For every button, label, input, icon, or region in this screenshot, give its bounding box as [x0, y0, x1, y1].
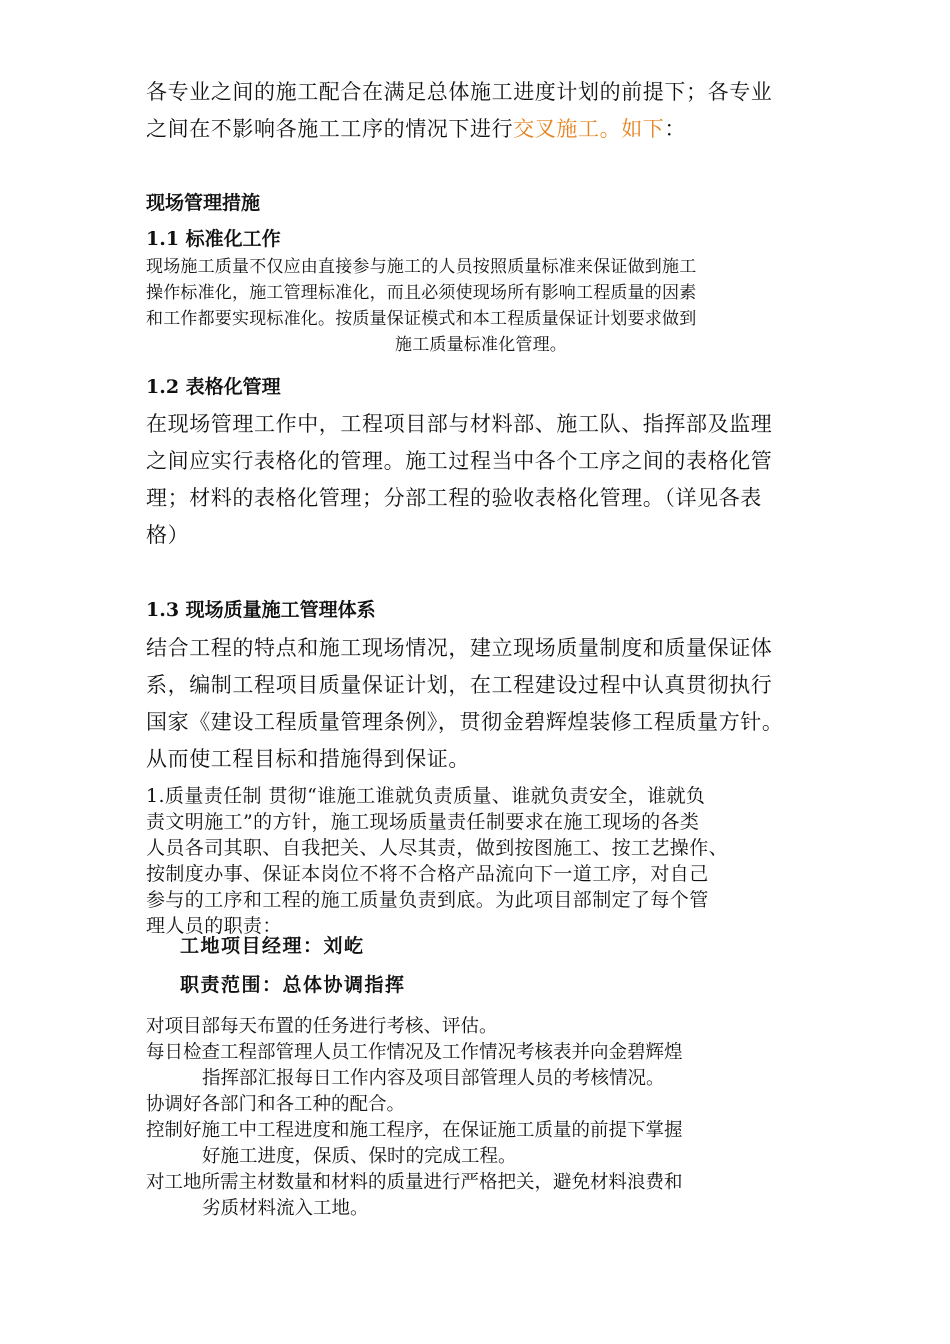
paragraph-line: 操作标准化，施工管理标准化，而且必须使现场所有影响工程质量的因素: [146, 283, 697, 303]
paragraph-line: 施工质量标准化管理。: [395, 335, 567, 355]
quality-responsibility-paragraph: [146, 783, 816, 939]
list-item: 每日检查工程部管理人员工作情况及工作情况考核表并向金碧辉煌: [146, 1042, 683, 1063]
intro-line-2: [146, 111, 816, 148]
heading-1-2: 1.2 表格化管理: [146, 376, 281, 398]
paragraph-line: 系，编制工程项目质量保证计划，在工程建设过程中认真贯彻执行: [146, 673, 773, 697]
responsibility-scope: 职责范围：总体协调指挥: [180, 974, 406, 996]
paragraph-line: 之间应实行表格化的管理。施工过程当中各个工序之间的表格化管: [146, 449, 773, 473]
cross-construction-link[interactable]: 交叉施工。如下: [513, 117, 665, 141]
paragraph-line: 从而使工程目标和措施得到保证。: [146, 747, 470, 771]
paragraph-line: 在现场管理工作中，工程项目部与材料部、施工队、指挥部及监理: [146, 412, 773, 436]
duties-list: [146, 1014, 816, 1222]
list-item-continuation: 劣质材料流入工地。: [202, 1198, 369, 1219]
paragraph-line: 参与的工序和工程的施工质量负责到底。为此项目部制定了每个管: [146, 889, 709, 911]
paragraph-line: 理人员的职责：: [146, 915, 282, 937]
paragraph-line: 国家《建设工程质量管理条例》，贯彻金碧辉煌装修工程质量方针。: [146, 710, 784, 734]
project-manager: 工地项目经理：刘屹: [180, 935, 365, 957]
paragraph-line: 1.质量责任制 贯彻“谁施工谁就负责质量、谁就负责安全，谁就负: [146, 785, 706, 807]
list-item: 协调好各部门和各工种的配合。: [146, 1094, 406, 1115]
paragraph-line: 人员各司其职、自我把关、人尽其责，做到按图施工、按工艺操作、: [146, 837, 729, 859]
list-item: 对工地所需主材数量和材料的质量进行严格把关，避免材料浪费和: [146, 1172, 683, 1193]
paragraph-line: 和工作都要实现标准化。按质量保证模式和本工程质量保证计划要求做到: [146, 309, 697, 329]
intro-paragraph: [146, 74, 816, 148]
list-item: 控制好施工中工程进度和施工程序，在保证施工质量的前提下掌握: [146, 1120, 683, 1141]
paragraph-line: 按制度办事、保证本岗位不将不合格产品流向下一道工序，对自己: [146, 863, 709, 885]
paragraph-1-3: [146, 630, 816, 778]
paragraph-line: 责文明施工”的方针，施工现场质量责任制要求在施工现场的各类: [146, 811, 700, 833]
paragraph-line: 结合工程的特点和施工现场情况，建立现场质量制度和质量保证体: [146, 636, 773, 660]
paragraph-line: 现场施工质量不仅应由直接参与施工的人员按照质量标准来保证做到施工: [146, 257, 697, 277]
intro-line-2-text: 之间在不影响各施工工序的情况下进行: [146, 117, 514, 141]
list-item-continuation: 好施工进度，保质、保时的完成工程。: [202, 1146, 517, 1167]
paragraph-1-1: [146, 254, 816, 358]
heading-1-3: 1.3 现场质量施工管理体系: [146, 599, 376, 621]
intro-line-1: 各专业之间的施工配合在满足总体施工进度计划的前提下；各专业: [146, 80, 773, 104]
paragraph-line: 理；材料的表格化管理；分部工程的验收表格化管理。（详见各表: [146, 486, 762, 510]
section-title: 现场管理措施: [146, 192, 261, 214]
paragraph-1-2: [146, 406, 816, 554]
list-item-continuation: 指挥部汇报每日工作内容及项目部管理人员的考核情况。: [202, 1068, 665, 1089]
heading-1-1: 1.1 标准化工作: [146, 228, 281, 250]
list-item: 对项目部每天布置的任务进行考核、评估。: [146, 1016, 498, 1037]
paragraph-line: 格）: [146, 523, 190, 547]
intro-line-2-colon: ：: [664, 117, 687, 141]
